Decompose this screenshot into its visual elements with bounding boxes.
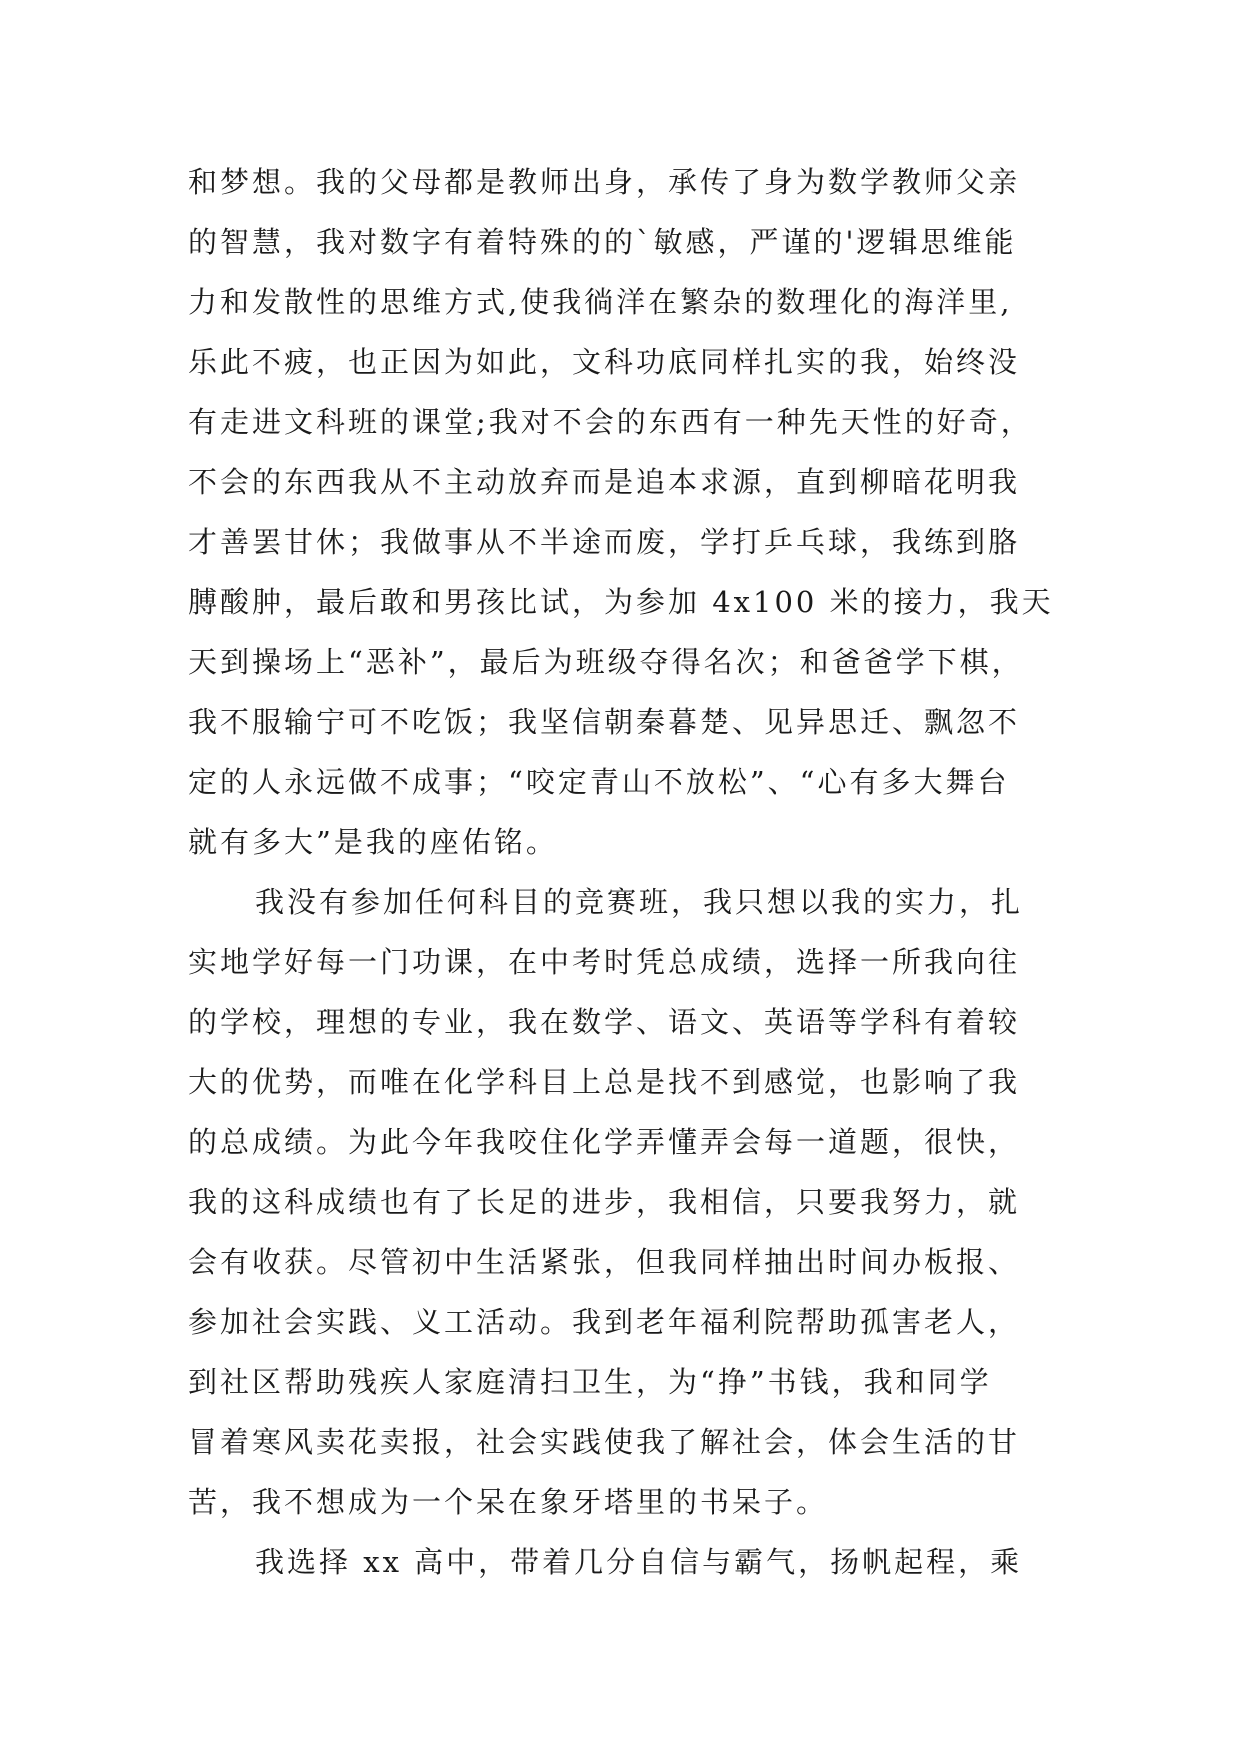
text-line: 和梦想。我的父母都是教师出身，承传了身为数学教师父亲 [188, 165, 1021, 199]
text-line: 的总成绩。为此今年我咬住化学弄懂弄会每一道题，很快， [188, 1125, 1021, 1159]
text-line: 定的人永远做不成事；“咬定青山不放松”、“心有多大舞台 [188, 765, 1010, 799]
text-line: 的学校，理想的专业，我在数学、语文、英语等学科有着较 [188, 1005, 1021, 1039]
text-line: 苦，我不想成为一个呆在象牙塔里的书呆子。 [188, 1485, 829, 1519]
text-line: 实地学好每一门功课，在中考时凭总成绩，选择一所我向往 [188, 945, 1021, 979]
text-line: 大的优势，而唯在化学科目上总是找不到感觉，也影响了我 [188, 1065, 1021, 1099]
text-line: 会有收获。尽管初中生活紧张，但我同样抽出时间办板报、 [188, 1245, 1021, 1279]
paragraph-start-line: 我没有参加任何科目的竞赛班，我只想以我的实力，扎 [255, 885, 1024, 919]
text-line: 乐此不疲，也正因为如此，文科功底同样扎实的我，始终没 [188, 345, 1021, 379]
text-line: 才善罢甘休；我做事从不半途而废，学打乒乓球，我练到胳 [188, 525, 1021, 559]
text-line: 就有多大”是我的座佑铭。 [188, 825, 558, 859]
paragraph-start-line: 我选择 xx 高中，带着几分自信与霸气，扬帆起程，乘 [255, 1545, 1023, 1579]
text-line: 我不服输宁可不吃饭；我坚信朝秦暮楚、见异思迁、飘忽不 [188, 705, 1021, 739]
text-line: 不会的东西我从不主动放弃而是追本求源，直到柳暗花明我 [188, 465, 1021, 499]
text-line: 力和发散性的思维方式,使我徜洋在繁杂的数理化的海洋里, [188, 285, 1013, 319]
text-line: 天到操场上“恶补”，最后为班级夺得名次；和爸爸学下棋， [188, 645, 1024, 679]
text-line: 我的这科成绩也有了长足的进步，我相信，只要我努力，就 [188, 1185, 1021, 1219]
document-body [188, 152, 1088, 1592]
text-line: 冒着寒风卖花卖报，社会实践使我了解社会，体会生活的甘 [188, 1425, 1021, 1459]
text-line: 有走进文科班的课堂;我对不会的东西有一种先天性的好奇， [188, 405, 1033, 439]
text-line: 的智慧，我对数字有着特殊的的`敏感，严谨的'逻辑思维能 [188, 225, 1017, 259]
text-line: 膊酸肿，最后敢和男孩比试，为参加 4x100 米的接力，我天 [188, 585, 1054, 619]
text-line: 参加社会实践、义工活动。我到老年福利院帮助孤害老人， [188, 1305, 1021, 1339]
text-line: 到社区帮助残疾人家庭清扫卫生，为“挣”书钱，我和同学 [188, 1365, 992, 1399]
